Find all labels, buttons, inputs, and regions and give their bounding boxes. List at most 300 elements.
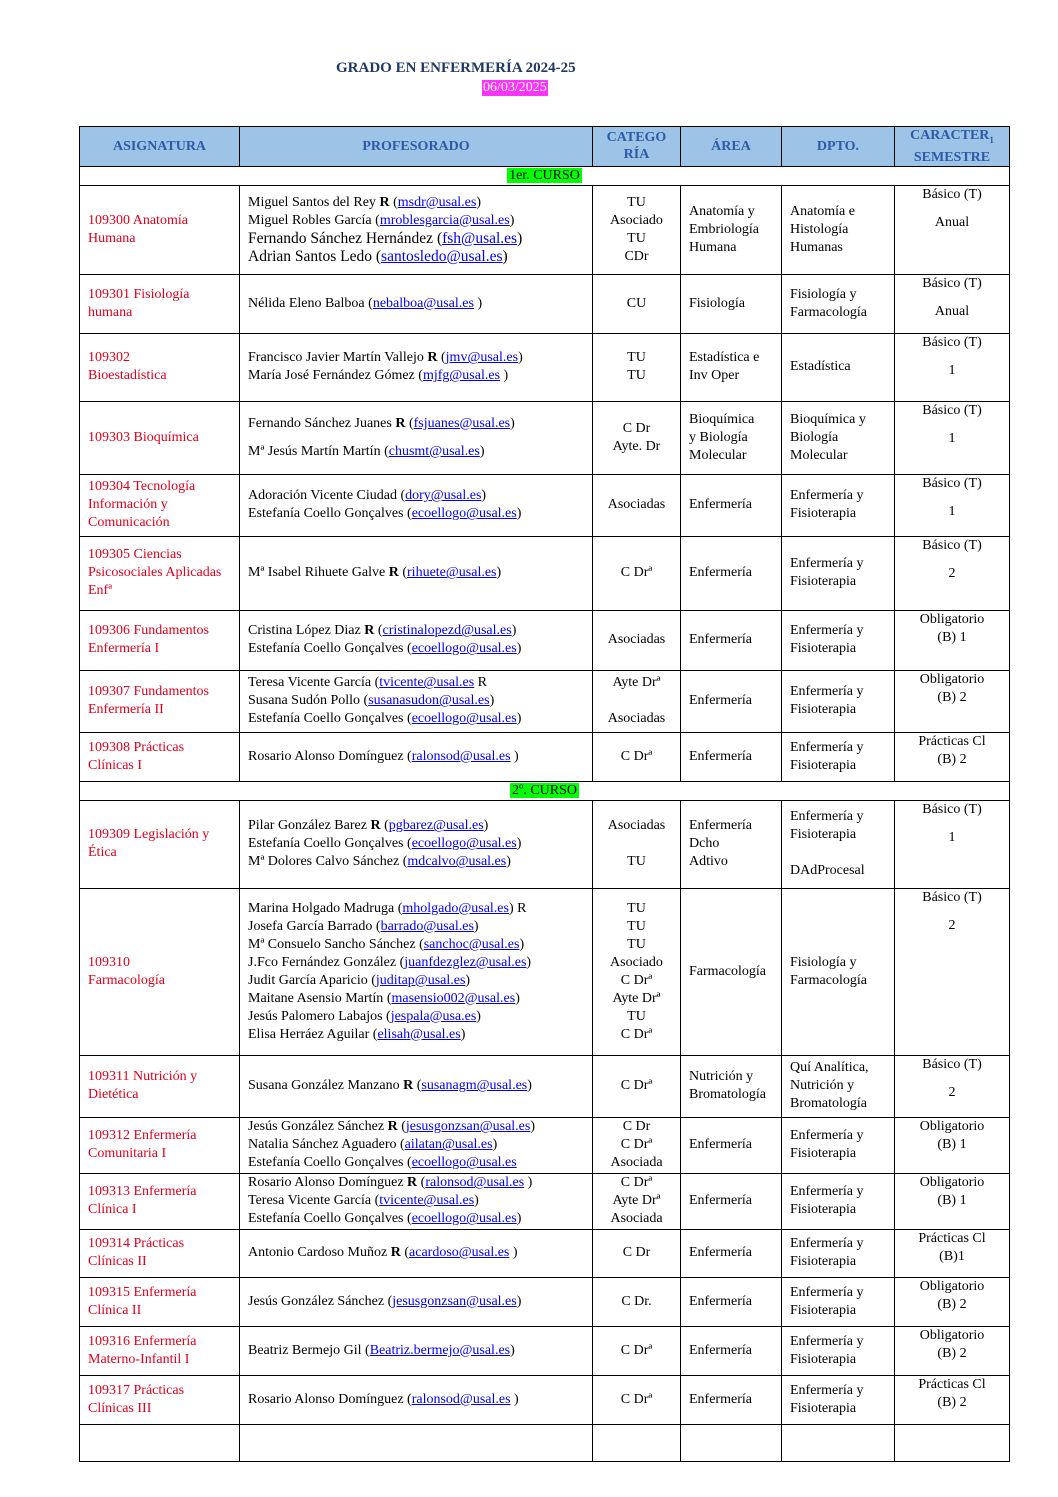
area-line: Enfermería <box>689 818 752 834</box>
email-close: R <box>474 675 488 691</box>
category-value: Ayte Drª <box>612 1193 661 1209</box>
professor-name: Miguel Robles García <box>248 212 372 228</box>
professor-name: Pilar González Barez <box>248 818 367 834</box>
professor-email-link[interactable]: susanasudon@usal.es <box>368 693 490 709</box>
professor-name: Antonio Cardoso Muñoz <box>248 1245 388 1261</box>
area-cell <box>681 1326 782 1375</box>
professor-line <box>248 1154 584 1172</box>
dpto-line: Farmacología <box>790 972 867 988</box>
professor-email-link[interactable]: Beatriz.bermejo@usal.es <box>369 1342 511 1358</box>
email-open: ( <box>372 918 381 934</box>
empty-cell <box>593 1424 681 1461</box>
subject-cell <box>80 610 240 670</box>
professor-name: Rosario Alonso Domínguez <box>248 1391 404 1407</box>
category-cell <box>593 1117 681 1173</box>
professor-email-link[interactable]: mdcalvo@usal.es <box>407 854 507 870</box>
professor-name: Rosario Alonso Domínguez <box>248 748 404 764</box>
professor-line <box>248 248 584 266</box>
table-row <box>80 1277 1010 1326</box>
subject-name: Enfermería I <box>88 641 160 657</box>
professor-name: Judit García Aparicio <box>248 972 368 988</box>
category-value: CU <box>626 295 647 311</box>
dpto-line: Fisiología y <box>790 954 857 970</box>
professor-email-link[interactable]: pgbarez@usal.es <box>388 818 484 834</box>
caracter-cell <box>895 610 1010 670</box>
dpto-line: Fisioterapia <box>790 757 857 773</box>
professor-email-link[interactable]: juanfdezglez@usal.es <box>404 954 527 970</box>
professor-line <box>248 1342 584 1360</box>
email-close: ) <box>492 1137 498 1153</box>
caracter-cell <box>895 800 1010 888</box>
caracter-cell <box>895 474 1010 536</box>
subject-cell <box>80 333 240 401</box>
professor-email-link[interactable]: fsh@usal.es <box>442 229 518 247</box>
courses-table <box>79 126 1010 1462</box>
area-cell <box>681 274 782 333</box>
professor-name: Estefanía Coello Gonçalves <box>248 711 404 727</box>
caracter-type: Obligatorio <box>919 611 985 627</box>
caracter-cell <box>895 1173 1010 1229</box>
category-value: C Drª <box>620 972 653 988</box>
dpto-line: Anatomía e <box>790 203 855 219</box>
professor-email-link[interactable]: ecoellogo@usal.es <box>411 1211 517 1227</box>
subject-name: Psicosociales Aplicadas Enfª <box>88 565 222 599</box>
category-value: TU <box>627 1008 646 1024</box>
category-cell <box>593 185 681 274</box>
email-close: ) <box>509 212 515 228</box>
email-open: ( <box>413 1078 422 1094</box>
area-line: Embriología <box>689 221 759 237</box>
email-close: ) <box>516 506 522 522</box>
dpto-line: Fisioterapia <box>790 574 857 590</box>
professor-email-link[interactable]: ralonsod@usal.es <box>425 1175 525 1191</box>
table-row <box>80 732 1010 781</box>
area-cell <box>681 888 782 1055</box>
caracter-cell <box>895 670 1010 732</box>
category-cell <box>593 1277 681 1326</box>
subject-cell <box>80 401 240 474</box>
email-close: ) <box>460 1026 466 1042</box>
caracter-cell <box>895 1229 1010 1277</box>
professor-line <box>248 640 584 658</box>
professor-name: Estefanía Coello Gonçalves <box>248 1211 404 1227</box>
category-value: Asociado <box>610 954 663 970</box>
header-area: ÁREA <box>681 127 782 167</box>
email-open: ( <box>389 194 398 210</box>
email-close: ) <box>516 1211 522 1227</box>
professor-email-link[interactable]: jesusgonzsan@usal.es <box>392 1293 517 1309</box>
email-open: ( <box>403 1211 412 1227</box>
curso-label: 1er. CURSO <box>509 167 580 183</box>
professor-name: Jesús González Sánchez <box>248 1293 385 1309</box>
email-close: ) <box>506 854 511 870</box>
table-row <box>80 1375 1010 1424</box>
professor-email-link[interactable]: acardoso@usal.es <box>409 1245 510 1261</box>
area-line: Fisiología <box>689 295 746 311</box>
semestre-value: (B) 2 <box>937 689 967 705</box>
subject-name: Clínica II <box>88 1302 142 1318</box>
header-categoria-line2: RÍA <box>623 147 650 163</box>
caracter-type: Básico (T) <box>922 275 982 291</box>
email-close: ) <box>473 295 483 311</box>
dpto-line: Biología <box>790 429 839 445</box>
empty-row <box>80 1424 1010 1461</box>
professor-email-link[interactable]: nebalboa@usal.es <box>372 295 474 311</box>
email-open: ( <box>396 1137 405 1153</box>
area-cell <box>681 474 782 536</box>
caracter-type: Obligatorio <box>919 1278 985 1294</box>
email-close: ) <box>500 368 509 384</box>
subject-name: Clínicas II <box>88 1254 147 1270</box>
professor-line <box>248 900 584 918</box>
professor-email-link[interactable]: jespala@usa.es <box>390 1008 477 1024</box>
area-line: Anatomía y <box>689 203 755 219</box>
semestre-value: (B)1 <box>939 1248 965 1264</box>
professor-name: Rosario Alonso Domínguez <box>248 1175 404 1191</box>
email-open: ( <box>371 1193 380 1209</box>
professor-line <box>248 853 584 871</box>
email-open: ( <box>380 443 389 459</box>
professor-name: Teresa Vicente García <box>248 1193 372 1209</box>
dpto-cell <box>782 474 895 536</box>
dpto-line: Molecular <box>790 447 848 463</box>
category-cell <box>593 1055 681 1117</box>
email-open: ( <box>398 565 408 581</box>
empty-cell <box>80 1424 240 1461</box>
professor-email-link[interactable]: masensio002@usal.es <box>391 990 516 1006</box>
responsible-mark: R <box>364 623 375 639</box>
subject-cell <box>80 1055 240 1117</box>
dpto-cell <box>782 401 895 474</box>
area-cell <box>681 1229 782 1277</box>
header-semestre: SEMESTRE <box>913 149 991 165</box>
header-categoria-line1: CATEGO <box>606 130 667 146</box>
professor-name: Nélida Eleno Balboa <box>248 295 365 311</box>
professor-email-link[interactable]: fsjuanes@usal.es <box>413 415 511 431</box>
professors-cell <box>240 1277 593 1326</box>
header-profesorado: PROFESORADO <box>240 127 593 167</box>
professors-cell <box>240 1375 593 1424</box>
professor-name: Josefa García Barrado <box>248 918 373 934</box>
professor-name: Adoración Vicente Ciudad <box>248 488 397 504</box>
professor-line <box>248 367 584 385</box>
professor-line <box>248 487 584 505</box>
email-close: ) <box>496 565 502 581</box>
professor-email-link[interactable]: santosledo@usal.es <box>381 247 503 265</box>
professors-cell <box>240 1229 593 1277</box>
table-row <box>80 1229 1010 1277</box>
dpto-line: Fisioterapia <box>790 1351 857 1367</box>
category-value <box>601 835 672 853</box>
table-row <box>80 401 1010 474</box>
subject-code: 109304 Tecnología <box>88 479 196 495</box>
area-cell <box>681 1055 782 1117</box>
professor-email-link[interactable]: tvicente@usal.es <box>379 675 475 691</box>
professor-name: Adrian Santos Ledo <box>248 247 372 265</box>
dpto-line: Enfermería y <box>790 488 864 504</box>
professor-email-link[interactable]: tvicente@usal.es <box>379 1193 475 1209</box>
dpto-line <box>790 844 886 862</box>
table-row <box>80 274 1010 333</box>
header-categoria <box>593 127 681 167</box>
subject-code: 109311 Nutrición y <box>88 1069 198 1085</box>
caracter-cell <box>895 732 1010 781</box>
professor-line <box>248 349 584 367</box>
email-close: ) <box>518 350 523 366</box>
subject-code: 109306 Fundamentos <box>88 623 209 639</box>
email-open: ( <box>364 295 373 311</box>
professor-line <box>248 710 584 728</box>
category-value: TU <box>627 936 646 952</box>
email-close: ) <box>527 1078 532 1094</box>
professor-name: Miguel Santos del Rey <box>248 194 376 210</box>
professor-email-link[interactable]: mroblesgarcia@usal.es <box>379 212 510 228</box>
empty-cell <box>240 1424 593 1461</box>
professor-line <box>248 1293 584 1311</box>
area-line: Enfermería <box>689 693 752 709</box>
email-open: ( <box>396 488 406 504</box>
category-value <box>601 692 672 710</box>
empty-cell <box>681 1424 782 1461</box>
area-line: Bioquímica <box>689 411 755 427</box>
area-cell <box>681 401 782 474</box>
professors-cell <box>240 1117 593 1173</box>
professor-email-link[interactable]: mholgado@usal.es <box>402 900 509 916</box>
subject-code: 109312 Enfermería <box>88 1128 197 1144</box>
professor-name: Susana González Manzano <box>248 1078 400 1094</box>
email-close: ) <box>517 229 523 247</box>
caracter-type: Prácticas Cl <box>918 1230 986 1246</box>
dpto-line: Enfermería y <box>790 1184 864 1200</box>
area-line: Inv Oper <box>689 368 740 384</box>
professor-name: Marina Holgado Madruga <box>248 900 395 916</box>
dpto-line: Fisioterapia <box>790 1302 857 1318</box>
semestre-value: 1 <box>948 362 956 378</box>
dpto-cell <box>782 1055 895 1117</box>
subject-code: 109302 <box>88 350 130 366</box>
professor-line <box>248 1008 584 1026</box>
subject-cell <box>80 732 240 781</box>
document-title: GRADO EN ENFERMERÍA 2024-25 <box>336 60 576 76</box>
area-cell <box>681 1117 782 1173</box>
professor-email-link[interactable]: jmv@usal.es <box>445 350 519 366</box>
responsible-mark: R <box>387 1119 398 1135</box>
dpto-line: Histología <box>790 221 849 237</box>
professor-email-link[interactable]: jesusgonzsan@usal.es <box>405 1119 531 1135</box>
email-close: ) <box>510 1391 519 1407</box>
professor-line <box>248 1077 584 1095</box>
email-open: ( <box>371 212 380 228</box>
professor-email-link[interactable]: msdr@usal.es <box>397 194 477 210</box>
responsible-mark: R <box>427 350 438 366</box>
category-value: C Dr <box>622 420 651 436</box>
caracter-type: Obligatorio <box>919 671 985 687</box>
professor-email-link[interactable]: juditap@usal.es <box>375 972 466 988</box>
subject-code: 109300 Anatomía <box>88 212 188 228</box>
professor-email-link[interactable]: ralonsod@usal.es <box>411 748 511 764</box>
caracter-type: Básico (T) <box>922 889 982 905</box>
professor-email-link[interactable]: elisah@usal.es <box>377 1026 461 1042</box>
responsible-mark: R <box>395 415 406 431</box>
caracter-type: Básico (T) <box>922 186 982 202</box>
area-line: Nutrición y <box>689 1069 754 1085</box>
dpto-line: Fisioterapia <box>790 641 857 657</box>
subject-code: 109305 Ciencias <box>88 547 182 563</box>
professors-cell <box>240 1326 593 1375</box>
dpto-line: Bromatología <box>790 1096 867 1112</box>
email-open: ( <box>403 506 412 522</box>
professor-name: Francisco Javier Martín Vallejo <box>248 350 424 366</box>
category-value: Ayte. Dr <box>612 438 661 454</box>
subject-name: Información y Comunicación <box>88 497 170 531</box>
professor-email-link[interactable]: ecoellogo@usal.es <box>411 641 517 657</box>
responsible-mark: R <box>379 194 390 210</box>
professor-line <box>248 972 584 990</box>
subject-name: Materno-Infantil I <box>88 1351 190 1367</box>
header-caracter-footnote: 1 <box>989 134 994 145</box>
dpto-line: Farmacología <box>790 304 867 320</box>
email-close: ) <box>509 1245 518 1261</box>
professor-name: Mª Jesús Martín Martín <box>248 443 381 459</box>
curso-cell <box>80 166 1010 185</box>
email-close: ) <box>515 990 520 1006</box>
caracter-type: Básico (T) <box>922 537 982 553</box>
area-line: Enfermería <box>689 497 752 513</box>
professor-email-link[interactable]: ralonsod@usal.es <box>411 1391 511 1407</box>
email-open: ( <box>403 711 412 727</box>
professor-name: Estefanía Coello Gonçalves <box>248 641 404 657</box>
category-value: C Drª <box>620 1175 653 1191</box>
email-close: ) <box>530 1119 536 1135</box>
area-line: Dcho <box>689 836 720 852</box>
caracter-cell <box>895 1375 1010 1424</box>
header-dpto: DPTO. <box>782 127 895 167</box>
subject-name: Clínica I <box>88 1202 137 1218</box>
email-open: ( <box>396 954 405 970</box>
document-date: 06/03/2025 <box>483 80 547 95</box>
email-open: ( <box>403 1155 412 1171</box>
subject-cell <box>80 536 240 610</box>
caracter-type: Básico (T) <box>922 801 982 817</box>
subject-cell <box>80 800 240 888</box>
dpto-line: Enfermería y <box>790 1382 864 1398</box>
professor-line <box>248 295 584 313</box>
dpto-cell <box>782 1173 895 1229</box>
table-row <box>80 185 1010 274</box>
caracter-cell <box>895 401 1010 474</box>
professor-email-link[interactable]: dory@usal.es <box>405 488 482 504</box>
caracter-type: Prácticas Cl <box>918 1376 986 1392</box>
professor-line <box>248 1174 584 1192</box>
area-line: Enfermería <box>689 1245 752 1261</box>
curso-row-1 <box>80 166 1010 185</box>
email-open: ( <box>415 936 424 952</box>
professor-line <box>248 936 584 954</box>
category-cell <box>593 670 681 732</box>
email-open: ( <box>382 1008 391 1024</box>
subject-name: Humana <box>88 230 136 246</box>
category-cell <box>593 1326 681 1375</box>
dpto-cell <box>782 732 895 781</box>
professor-name: J.Fco Fernández González <box>248 954 397 970</box>
professor-line <box>248 954 584 972</box>
area-cell <box>681 333 782 401</box>
email-close: ) <box>524 1175 533 1191</box>
email-open: ( <box>394 900 403 916</box>
semestre-value: (B) 2 <box>937 751 967 767</box>
category-value: Asociado <box>610 212 663 228</box>
subject-code: 109314 Prácticas <box>88 1236 185 1252</box>
professor-line <box>248 564 584 582</box>
email-open: ( <box>437 350 446 366</box>
professor-email-link[interactable]: ecoellogo@usal.es <box>411 711 517 727</box>
email-close: ) <box>476 194 482 210</box>
professor-email-link[interactable]: ecoellogo@usal.es <box>411 506 517 522</box>
area-cell <box>681 1277 782 1326</box>
table-row <box>80 1117 1010 1173</box>
professor-email-link[interactable]: sanchoc@usal.es <box>423 936 520 952</box>
dpto-line: Fisioterapia <box>790 1202 857 1218</box>
professor-name: Susana Sudón Pollo <box>248 693 361 709</box>
area-line: y Biología <box>689 429 748 445</box>
subject-code: 109316 Enfermería <box>88 1333 197 1349</box>
professor-email-link[interactable]: mjfg@usal.es <box>422 368 501 384</box>
professor-email-link[interactable]: barrado@usal.es <box>380 918 474 934</box>
email-open: ( <box>403 748 412 764</box>
area-line: Molecular <box>689 447 747 463</box>
responsible-mark: R <box>370 818 381 834</box>
category-value: TU <box>627 900 646 916</box>
professor-email-link[interactable]: ailatan@usal.es <box>404 1137 493 1153</box>
subject-cell <box>80 1326 240 1375</box>
email-close: ) <box>481 488 487 504</box>
email-close: ) <box>474 1193 479 1209</box>
category-value: CDr <box>624 248 649 264</box>
caracter-type: Obligatorio <box>919 1174 985 1190</box>
area-line: Estadística e <box>689 350 760 366</box>
professor-email-link[interactable]: rihuete@usal.es <box>407 565 497 581</box>
subject-cell <box>80 1229 240 1277</box>
category-value: Asociadas <box>607 711 666 727</box>
professors-cell <box>240 732 593 781</box>
professor-line <box>248 1192 584 1210</box>
email-open: ( <box>380 818 389 834</box>
professor-email-link[interactable]: ecoellogo@usal.es <box>411 1155 517 1171</box>
category-cell <box>593 888 681 1055</box>
professors-cell <box>240 888 593 1055</box>
area-line: Enfermería <box>689 1137 752 1153</box>
area-line: Enfermería <box>689 1293 752 1309</box>
dpto-line: Estadística <box>790 359 851 375</box>
professor-line <box>248 1118 584 1136</box>
area-cell <box>681 1375 782 1424</box>
category-value: C Drª <box>620 1078 653 1094</box>
category-cell <box>593 333 681 401</box>
table-row <box>80 1173 1010 1229</box>
professor-email-link[interactable]: ecoellogo@usal.es <box>411 836 517 852</box>
subject-cell <box>80 1375 240 1424</box>
dpto-line: Bioquímica y <box>790 411 866 427</box>
professor-email-link[interactable]: cristinalopezd@usal.es <box>382 623 512 639</box>
area-line: Enfermería <box>689 1193 752 1209</box>
caracter-cell <box>895 536 1010 610</box>
professor-email-link[interactable]: susanagm@usal.es <box>421 1078 528 1094</box>
dpto-cell <box>782 536 895 610</box>
professor-line <box>248 505 584 523</box>
table-row <box>80 670 1010 732</box>
professor-email-link[interactable]: chusmt@usal.es <box>388 443 480 459</box>
subject-name: Dietética <box>88 1087 139 1103</box>
